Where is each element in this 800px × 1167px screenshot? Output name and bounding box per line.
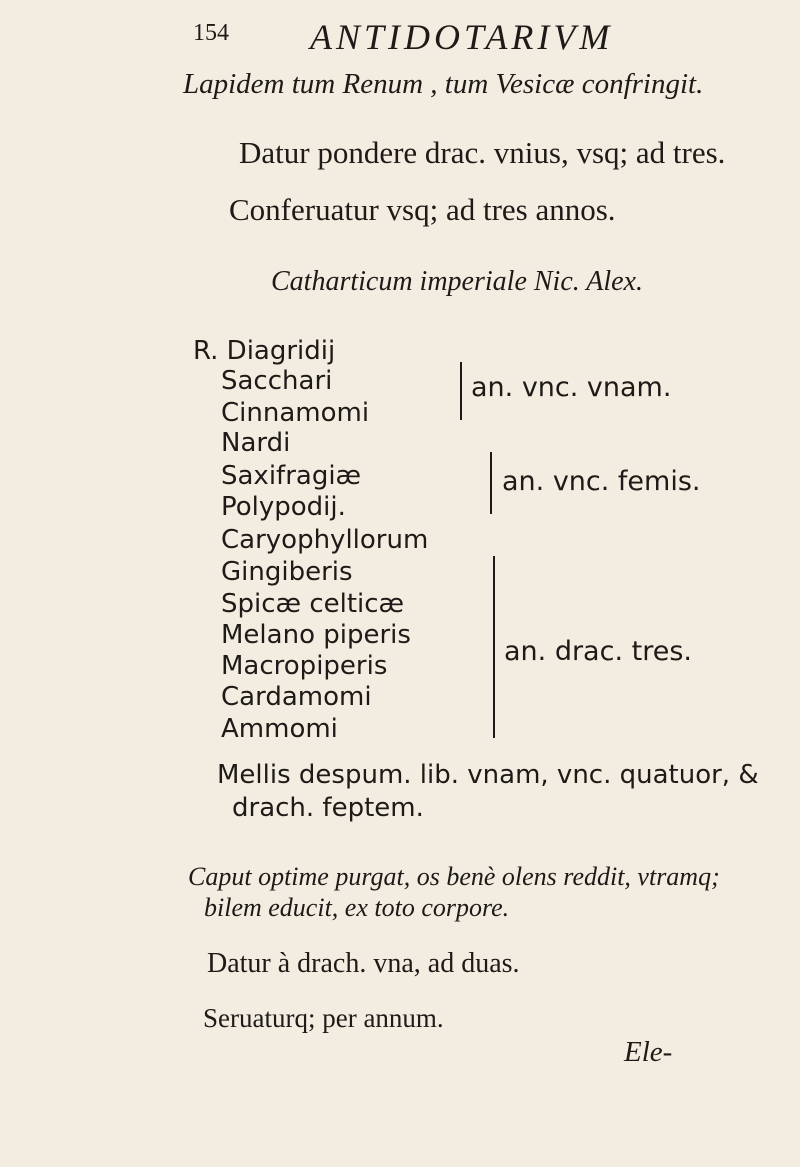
ingredient: Spicæ celticæ — [221, 589, 405, 619]
text-line-7: Datur à drach. vna, ad duas. — [207, 948, 520, 979]
ingredient: Melano piperis — [221, 620, 411, 650]
quantity: an. drac. tres. — [504, 636, 692, 667]
text-line-6b: bilem educit, ex toto corpore. — [204, 893, 510, 922]
ingredient: Gingiberis — [221, 557, 353, 587]
honey-line-1: Mellis despum. lib. vnam, vnc. quatuor, & — [217, 760, 759, 790]
ingredient: Nardi — [221, 428, 291, 458]
ingredient: R. Diagridij — [193, 336, 336, 366]
ingredient: Cardamomi — [221, 682, 372, 712]
quantity: an. vnc. femis. — [502, 466, 701, 497]
recipe-title: Catharticum imperiale Nic. Alex. — [271, 266, 643, 297]
text-line-6a: Caput optime purgat, os benè olens reddit, vtramq; — [188, 862, 720, 891]
ingredient: Sacchari — [221, 366, 333, 396]
ingredient: Polypodij. — [221, 492, 346, 522]
ingredient: Saxifragiæ — [221, 461, 362, 491]
bracket — [490, 452, 502, 514]
honey-line-2: drach. feptem. — [232, 793, 424, 823]
text-line-2: Datur pondere drac. vnius, vsq; ad tres. — [239, 135, 726, 170]
text-line-1: Lapidem tum Renum , tum Vesicæ confringit. — [183, 68, 704, 100]
catchword: Ele- — [624, 1036, 673, 1068]
ingredient: Cinnamomi — [221, 398, 370, 428]
ingredient: Caryophyllorum — [221, 525, 429, 555]
text-line-8: Seruaturq; per annum. — [203, 1003, 444, 1033]
ingredient: Macropiperis — [221, 651, 388, 681]
quantity: an. vnc. vnam. — [471, 372, 672, 403]
text-line-3: Conferuatur vsq; ad tres annos. — [229, 192, 616, 227]
page-number: 154 — [193, 20, 229, 46]
ingredient: Ammomi — [221, 714, 338, 744]
running-title: ANTIDOTARIVM — [310, 17, 614, 57]
